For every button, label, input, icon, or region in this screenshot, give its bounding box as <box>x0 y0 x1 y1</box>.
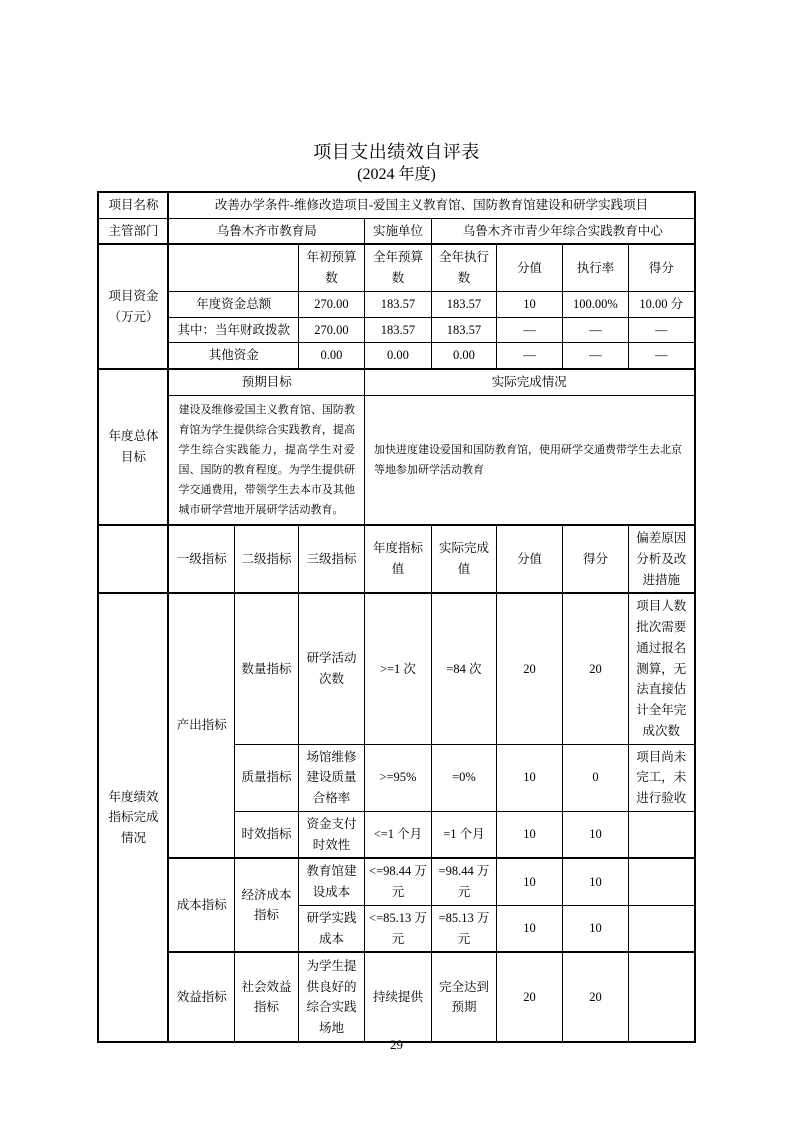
funding-fiscal-score: — <box>628 317 694 343</box>
goals-expected-text: 建设及维修爱国主义教育馆、国防教育馆为学生提供综合实践教育，提高学生综合实践能力，提高学生对爱国、国防的教育程度。为学生提供研学交通费用，带领学生去本市及其他城市研学营地开展研学活动教育。 <box>168 395 364 525</box>
indicator-level1-cost: 成本指标 <box>168 858 234 952</box>
funding-header-executed: 全年执行数 <box>431 244 496 291</box>
goals-actual-text: 加快进度建设爱国和国防教育馆，使用研学交通费带学生去北京等地参加研学活动教育 <box>364 395 694 525</box>
funding-total-annual: 183.57 <box>364 291 431 317</box>
funding-fiscal-weight: — <box>496 317 562 343</box>
row-funding-total <box>98 291 694 317</box>
funding-fiscal-executed: 183.57 <box>431 317 496 343</box>
funding-total-weight: 10 <box>496 291 562 317</box>
indicator-cost-construction-target: <=98.44 万元 <box>364 858 431 905</box>
funding-fiscal-rate: — <box>562 317 628 343</box>
indicator-quantity-level2: 数量指标 <box>234 593 298 744</box>
goals-expected-header: 预期目标 <box>168 369 364 395</box>
indicator-timeliness-actual: =1 个月 <box>431 811 496 858</box>
funding-fiscal-name: 其中：当年财政拨款 <box>168 317 298 343</box>
funding-total-score: 10.00 分 <box>628 291 694 317</box>
indicator-quantity-deviation: 项目人数批次需要通过报名测算，无法直接估计全年完成次数 <box>628 593 694 744</box>
indicator-quality-level3: 场馆维修建设质量合格率 <box>298 744 364 811</box>
page-title: 项目支出绩效自评表 <box>313 142 480 162</box>
indicators-header-level1: 一级指标 <box>168 525 234 593</box>
funding-other-rate: — <box>562 343 628 369</box>
indicator-level1-benefit: 效益指标 <box>168 952 234 1042</box>
implementing-unit-value: 乌鲁木齐市青少年综合实践教育中心 <box>431 218 694 244</box>
indicators-header-level3: 三级指标 <box>298 525 364 593</box>
indicators-header-target: 年度指标值 <box>364 525 431 593</box>
row-goals-content <box>98 395 694 525</box>
indicator-quality-level2: 质量指标 <box>234 744 298 811</box>
funding-other-executed: 0.00 <box>431 343 496 369</box>
indicator-cost-construction-level3: 教育馆建设成本 <box>298 858 364 905</box>
funding-fiscal-annual: 183.57 <box>364 317 431 343</box>
page-subtitle: (2024 年度) <box>357 166 436 184</box>
funding-other-weight: — <box>496 343 562 369</box>
funding-header-empty-cell <box>168 244 298 291</box>
funding-header-initial-budget: 年初预算数 <box>298 244 364 291</box>
indicator-timeliness-level2: 时效指标 <box>234 811 298 858</box>
indicator-cost-study-weight: 10 <box>496 905 562 952</box>
row-funding-header <box>98 244 694 291</box>
self-evaluation-table <box>97 191 695 1043</box>
row-funding-other <box>98 343 694 369</box>
indicators-header-level2: 二级指标 <box>234 525 298 593</box>
indicator-quality-target: >=95% <box>364 744 431 811</box>
funding-other-name: 其他资金 <box>168 343 298 369</box>
row-goals-header <box>98 369 694 395</box>
indicator-level1-output: 产出指标 <box>168 593 234 858</box>
row-indicator-quantity <box>98 593 694 744</box>
indicator-timeliness-deviation <box>628 811 694 858</box>
department-label: 主管部门 <box>98 218 168 244</box>
department-value: 乌鲁木齐市教育局 <box>168 218 364 244</box>
indicator-quantity-target: >=1 次 <box>364 593 431 744</box>
indicator-cost-construction-deviation <box>628 858 694 905</box>
funding-total-name: 年度资金总额 <box>168 291 298 317</box>
indicator-cost-study-target: <=85.13 万元 <box>364 905 431 952</box>
indicator-cost-study-deviation <box>628 905 694 952</box>
indicator-quality-weight: 10 <box>496 744 562 811</box>
indicator-quality-deviation: 项目尚未完工，未进行验收 <box>628 744 694 811</box>
funding-fiscal-initial: 270.00 <box>298 317 364 343</box>
row-department <box>98 218 694 244</box>
goals-actual-header: 实际完成情况 <box>364 369 694 395</box>
indicator-benefit-deviation <box>628 952 694 1042</box>
funding-total-initial: 270.00 <box>298 291 364 317</box>
funding-header-score: 得分 <box>628 244 694 291</box>
indicator-quantity-actual: =84 次 <box>431 593 496 744</box>
indicator-timeliness-target: <=1 个月 <box>364 811 431 858</box>
indicators-header-actual: 实际完成值 <box>431 525 496 593</box>
funding-header-weight: 分值 <box>496 244 562 291</box>
indicator-timeliness-weight: 10 <box>496 811 562 858</box>
indicator-benefit-actual: 完全达到预期 <box>431 952 496 1042</box>
indicator-quality-actual: =0% <box>431 744 496 811</box>
row-indicators-header <box>98 525 694 593</box>
funding-other-initial: 0.00 <box>298 343 364 369</box>
funding-other-annual: 0.00 <box>364 343 431 369</box>
indicator-cost-study-score: 10 <box>562 905 628 952</box>
funding-other-score: — <box>628 343 694 369</box>
funding-header-annual-budget: 全年预算数 <box>364 244 431 291</box>
implementing-unit-label: 实施单位 <box>364 218 431 244</box>
indicator-timeliness-level3: 资金支付时效性 <box>298 811 364 858</box>
indicator-benefit-weight: 20 <box>496 952 562 1042</box>
indicators-section-label: 年度绩效指标完成情况 <box>98 593 168 1042</box>
project-name-value: 改善办学条件-维修改造项目-爱国主义教育馆、国防教育馆建设和研学实践项目 <box>168 192 694 218</box>
indicators-header-score: 得分 <box>562 525 628 593</box>
project-name-label: 项目名称 <box>98 192 168 218</box>
indicator-benefit-target: 持续提供 <box>364 952 431 1042</box>
indicator-cost-construction-weight: 10 <box>496 858 562 905</box>
indicator-benefit-score: 20 <box>562 952 628 1042</box>
row-project-name <box>98 192 694 218</box>
indicator-timeliness-score: 10 <box>562 811 628 858</box>
goals-section-label: 年度总体目标 <box>98 369 168 525</box>
row-funding-fiscal <box>98 317 694 343</box>
indicator-cost-construction-actual: =98.44 万元 <box>431 858 496 905</box>
indicator-quantity-weight: 20 <box>496 593 562 744</box>
funding-section-label: 项目资金（万元） <box>98 244 168 369</box>
funding-total-executed: 183.57 <box>431 291 496 317</box>
indicator-quantity-level3: 研学活动次数 <box>298 593 364 744</box>
funding-header-execution-rate: 执行率 <box>562 244 628 291</box>
indicator-cost-study-level3: 研学实践成本 <box>298 905 364 952</box>
indicators-header-empty-cell <box>98 525 168 593</box>
funding-total-rate: 100.00% <box>562 291 628 317</box>
indicators-header-weight: 分值 <box>496 525 562 593</box>
indicator-cost-level2: 经济成本指标 <box>234 858 298 952</box>
indicator-quality-score: 0 <box>562 744 628 811</box>
indicator-cost-construction-score: 10 <box>562 858 628 905</box>
indicator-benefit-level2: 社会效益指标 <box>234 952 298 1042</box>
indicator-benefit-level3: 为学生提供良好的综合实践场地 <box>298 952 364 1042</box>
indicator-quantity-score: 20 <box>562 593 628 744</box>
row-indicator-cost-construction <box>98 858 694 905</box>
indicators-header-deviation: 偏差原因分析及改进措施 <box>628 525 694 593</box>
indicator-cost-study-actual: =85.13 万元 <box>431 905 496 952</box>
page-number: 29 <box>390 1037 403 1052</box>
row-indicator-benefit <box>98 952 694 1042</box>
